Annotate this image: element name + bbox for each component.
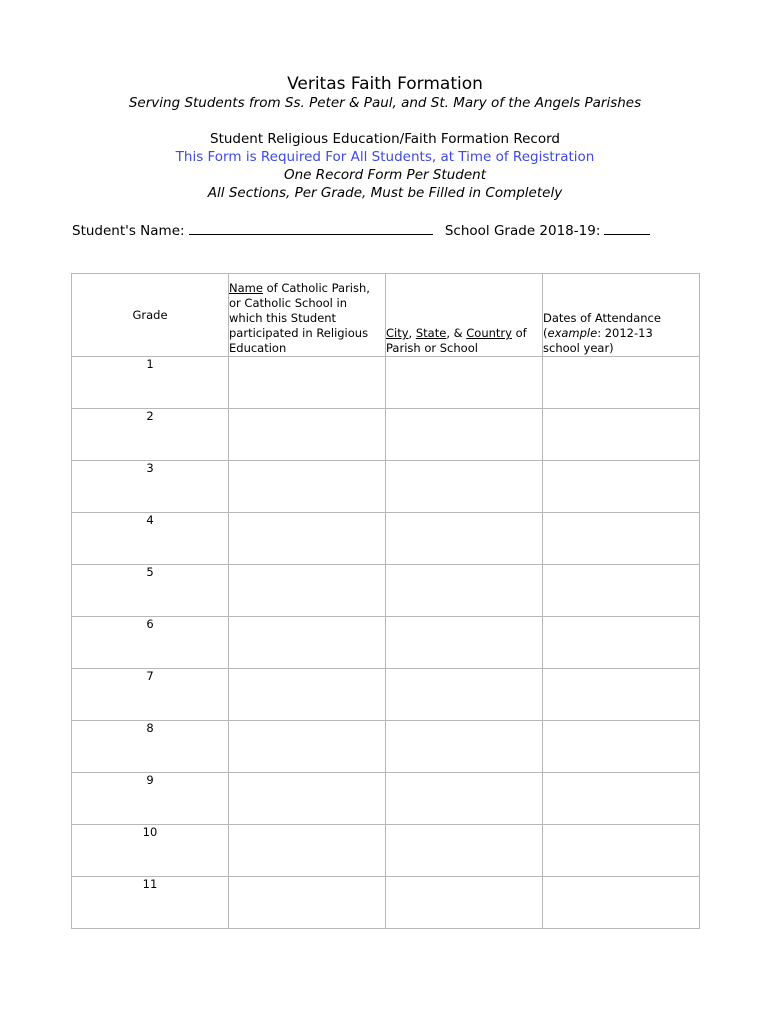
parish-cell[interactable]: [229, 617, 386, 669]
grade-column-header: Grade: [72, 274, 229, 357]
dates-cell[interactable]: [543, 721, 700, 773]
attendance-table: [71, 273, 700, 929]
table-row: [72, 669, 700, 721]
parish-cell[interactable]: [229, 773, 386, 825]
grade-cell: 5: [72, 565, 229, 617]
parish-cell[interactable]: [229, 877, 386, 929]
location-cell[interactable]: [386, 877, 543, 929]
location-cell[interactable]: [386, 721, 543, 773]
table-row: [72, 617, 700, 669]
parish-header-line: or Catholic School in: [229, 296, 348, 310]
location-cell[interactable]: [386, 513, 543, 565]
grade-cell: 9: [72, 773, 229, 825]
parish-cell[interactable]: [229, 357, 386, 409]
parish-cell[interactable]: [229, 461, 386, 513]
dates-cell[interactable]: [543, 617, 700, 669]
comma-text: ,: [408, 326, 413, 340]
grade-cell: 11: [72, 877, 229, 929]
parish-cell[interactable]: [229, 669, 386, 721]
dates-cell[interactable]: [543, 669, 700, 721]
table-header-row: [72, 274, 700, 357]
parish-cell[interactable]: [229, 565, 386, 617]
parish-header-line: which this Student: [229, 311, 337, 325]
location-cell[interactable]: [386, 773, 543, 825]
location-cell[interactable]: [386, 669, 543, 721]
parish-cell[interactable]: [229, 825, 386, 877]
one-form-note: One Record Form Per Student: [283, 167, 486, 183]
parish-header-line: Education: [229, 341, 287, 355]
location-cell[interactable]: [386, 565, 543, 617]
dates-column-header: [543, 274, 700, 357]
grade-cell: 6: [72, 617, 229, 669]
record-title: Student Religious Education/Faith Formation Record: [210, 131, 560, 147]
city-text: City: [386, 326, 409, 340]
dates-header-line3: school year): [543, 341, 614, 355]
table-row: [72, 825, 700, 877]
dates-cell[interactable]: [543, 513, 700, 565]
table-row: [72, 565, 700, 617]
grade-cell: 7: [72, 669, 229, 721]
form-title: Veritas Faith Formation: [287, 74, 483, 94]
location-cell[interactable]: [386, 461, 543, 513]
required-notice: This Form is Required For All Students, at Time of Registration: [175, 149, 595, 165]
table-row: [72, 513, 700, 565]
student-fields: [72, 221, 650, 239]
table-row: [72, 409, 700, 461]
table-row: [72, 773, 700, 825]
school-grade-label: School Grade 2018-19:: [444, 223, 601, 239]
location-cell[interactable]: [386, 825, 543, 877]
grade-cell: 3: [72, 461, 229, 513]
amp-text: , &: [446, 326, 463, 340]
grade-cell: 2: [72, 409, 229, 461]
grade-cell: 1: [72, 357, 229, 409]
parish-cell[interactable]: [229, 721, 386, 773]
dates-cell[interactable]: [543, 773, 700, 825]
student-name-label: Student's Name:: [72, 223, 185, 239]
student-name-field[interactable]: [189, 221, 433, 235]
of-text: of: [515, 326, 527, 340]
example-rest: : 2012-13: [597, 326, 653, 340]
dates-cell[interactable]: [543, 877, 700, 929]
parish-header-line: participated in Religious: [229, 326, 369, 340]
parish-header-line: of Catholic Parish,: [266, 281, 370, 295]
parish-cell[interactable]: [229, 513, 386, 565]
dates-cell[interactable]: [543, 825, 700, 877]
dates-cell[interactable]: [543, 409, 700, 461]
school-grade-field[interactable]: [604, 221, 650, 235]
parish-header-name: Name: [229, 281, 263, 295]
form-subtitle: Serving Students from Ss. Peter & Paul, and St. Mary of the Angels Parishes: [128, 95, 642, 111]
parish-cell[interactable]: [229, 409, 386, 461]
dates-cell[interactable]: [543, 565, 700, 617]
table-row: [72, 461, 700, 513]
location-column-header: [386, 274, 543, 357]
grade-cell: 8: [72, 721, 229, 773]
table-row: [72, 877, 700, 929]
dates-cell[interactable]: [543, 461, 700, 513]
location-cell[interactable]: [386, 617, 543, 669]
location-cell[interactable]: [386, 357, 543, 409]
grade-cell: 4: [72, 513, 229, 565]
country-text: Country: [466, 326, 512, 340]
open-paren: (: [543, 326, 548, 340]
example-text: example: [547, 326, 598, 340]
parish-column-header: [229, 274, 386, 357]
grade-cell: 10: [72, 825, 229, 877]
all-sections-note: All Sections, Per Grade, Must be Filled in Completely: [207, 185, 563, 201]
location-cell[interactable]: [386, 409, 543, 461]
table-row: [72, 357, 700, 409]
table-row: [72, 721, 700, 773]
dates-cell[interactable]: [543, 357, 700, 409]
dates-header-line1: Dates of Attendance: [543, 311, 661, 325]
location-header-line2: Parish or School: [386, 341, 478, 355]
state-text: State: [415, 326, 447, 340]
